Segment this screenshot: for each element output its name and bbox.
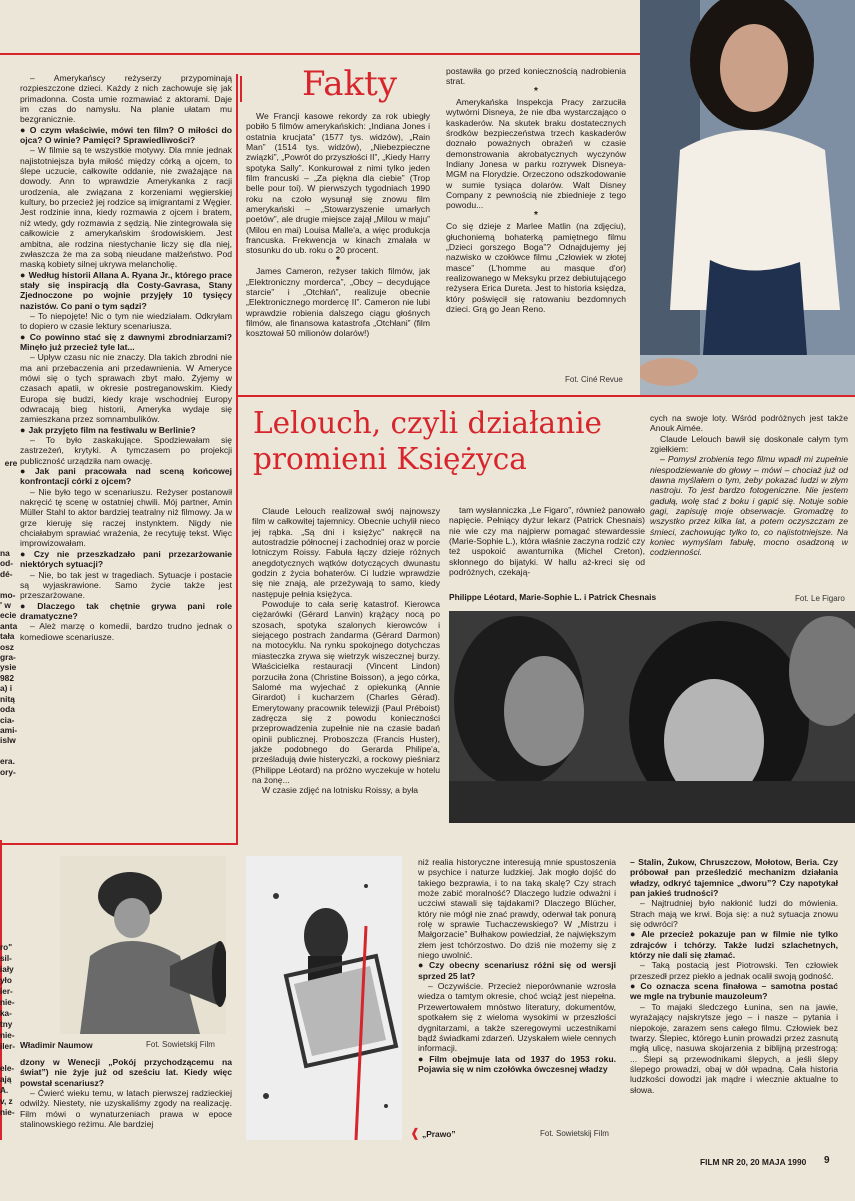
left-edge-top (0, 448, 17, 469)
lelouch-title-line1: Lelouch, czyli działanie (253, 406, 602, 440)
left-edge-fragment: 982 (0, 672, 14, 683)
paragraph-text: We Francji kasowe rekordy za rok ubiegły pobiło 5 filmów amerykańskich: „Indiana Jones i ostatnia krucjata” (1577 tys. widzów), „Rain Man” (1514 tys. widzów), „Niebezpieczne związki”, „Powrót do przyszłości II”, „Kiedy Harry spotyka Sally”. Konkurował z nimi tylko jeden film francuski – „Za piękna dla ciebie” (Trop belle pour toi). W pierwszych tygodniach 1990 roku na czoło wysunął się znowu film amerykański – „Stowarzyszenie umarłych poetów”, ale drugie miejsce zajął „Milou w maju” (Milou en mai) Louisa Malle'a, a więc produkcja francuska. Frekwencja w kinach zmalała w stosunku do ub. roku o 20 procent. (246, 111, 430, 256)
paragraph-text: dzony w Wenecji „Pokój przychodzącemu na świat”) nie żyje już od sześciu lat. Kiedy więc powstał scenariusz? (20, 1057, 232, 1088)
paragraph: Claude Lelouch realizował swój najnowszy film w całkowitej tajemnicy. Obecnie uchylił nieco jej rąbka. „Są dni i księżyc” nakręcił na autostradzie północnej i zachodniej oraz w porcie lotniczym Roissy. Fabuła łączy dzieje różnych anegdotycznych wątków dotyczących dwunastu godzin z życia bohaterów. Ci ludzie wprawdzie się nie znają, ale przeżywają to samo, kiedy następuje pełnia księżyca. (252, 506, 440, 599)
paragraph (446, 97, 626, 211)
left-edge-fragment: nie- (0, 1031, 15, 1040)
paragraph-text: Jak przyjęto film na festiwalu w Berlinie? (28, 424, 196, 435)
left-edge-fragment: nie- (0, 1108, 15, 1117)
paragraph (20, 487, 232, 549)
lelouch-top-rule (236, 395, 855, 397)
lelouch-photo-credit: Fot. Le Figaro (795, 594, 845, 603)
lelouch-photo (449, 611, 855, 823)
left-edge-text: ere (4, 458, 18, 469)
bullet-icon: ● (630, 929, 639, 940)
top-rule (0, 53, 640, 55)
bullet-icon: ● (20, 424, 26, 435)
bullet-icon: ● (630, 981, 638, 992)
paragraph-text: – Nie było tego w scenariuszu. Reżyser postanowił nakręcić tę scenę w ostatniej chwili. Mój partner, Amin Müller Stahl to aktor bardziej teatralny niż filmowy. Ja w grze kieruję się raczej instynktem. Nigdy nie chciałabym sprawiać wrażenia, że recytuję tekst. Więc improwizowałam. (20, 486, 232, 549)
prawo-credit: Fot. Sowietskij Film (540, 1129, 609, 1138)
paragraph-text: – To majaki śledczego Łunina, sen na jawie, wyrażający najskrytsze jego – i nasze – pytania i niepokoje, zarazem sens całego filmu. Człowiek bez twarzy. Ślepiec, którego Łunin prowadzi przez zasnutą mgłą ulicę, nasuwa skojarzenia z biblijną przestrogą: ... Ślepi są przewodnikami ślepych, a jeśli ślepy ślepego prowadzi, obaj w dół wpadną. Cała historia ludzkości dowodzi jak mądre i wiecznie aktualne to słowa. (630, 1001, 838, 1095)
left-edge-fragment: tała (0, 631, 15, 642)
paragraph (446, 221, 626, 314)
left-edge-fragment: od- (0, 558, 14, 569)
paragraph-text: Film obejmuje lata od 1937 do 1953 roku. Pojawia się w nim czołówka ówczesnej władzy (418, 1053, 616, 1074)
bullet-icon: ● (20, 269, 26, 280)
paragraph (446, 66, 626, 87)
interview-question (20, 549, 232, 570)
interview-question (20, 1057, 232, 1088)
left-edge-fragment: A. (0, 1086, 9, 1095)
left-edge-fragment: anta (0, 620, 18, 631)
lelouch-column-2 (449, 505, 645, 590)
paragraph (20, 570, 232, 601)
lelouch-column-3 (650, 413, 848, 583)
paragraph-text: – Ależ marzę o komedii, bardzo trudno jednak o komediowe scenariusze. (20, 621, 232, 642)
left-edge-fragment: sil- (0, 954, 12, 963)
paragraph (650, 434, 848, 455)
left-edge-bottom (0, 942, 15, 1118)
paragraph-text: – To niepojęte! Nic o tym nie wiedziałam. Odkryłam to dopiero w czasie lektury scenariusza. (20, 310, 232, 332)
section-star-separator: * (534, 85, 538, 97)
paragraph-text: Jak pani pracowała nad sceną końcowej konfrontacji córki z ojcem? (20, 466, 232, 487)
page-number: 9 (824, 1155, 830, 1166)
paragraph (246, 266, 430, 338)
section-star-separator: * (534, 209, 538, 221)
paragraph-text: – Oczywiście. Przecież nieporównanie wzrosła wiedza o tamtym okresie, choć wciąż jest niepełna. Przewertowałem mnóstwo literatury, dokumentów, spotkałem się z wieloma wysokimi w przeszłości dygnitarzami, a także szeregowymi uczestnikami bądź świadkami zdarzeń. Uzyskałem wiele cennych informacji. (418, 981, 616, 1054)
paragraph-text: James Cameron, reżyser takich filmów, jak „Elektroniczny morderca”, „Obcy – decydujące starcie” i „Otchłań”, realizuje obecnie „Elektronicznego mordercę II”. Cameron nie lubi wprawdzie robienia dalszego ciągu głośnych filmów, ale finansowa katastrofa „Otchłani” (film kosztował 50 milionów dolarów!) (246, 266, 430, 339)
paragraph (650, 454, 848, 557)
fakty-arrow-line (240, 76, 242, 102)
bullet-icon: ● (418, 960, 427, 971)
left-edge-fragment: iler- (0, 1042, 16, 1051)
interview-question (20, 125, 232, 146)
left-edge-fragment: iały (0, 965, 14, 974)
lelouch-title-line2: promieni Księżyca (253, 442, 527, 476)
paragraph (20, 145, 232, 269)
interview-right-rule (236, 74, 238, 844)
paragraph (418, 857, 616, 960)
paragraph (20, 435, 232, 466)
left-edge-fragment: oda (0, 704, 15, 715)
interview-column (20, 73, 232, 841)
paragraph-text: Co się dzieje z Marlee Matlin (na zdjęciu), głuchoniemą bohaterką pamiętnego filmu „Dzieci gorszego Boga”? Odnajdujemy jej nazwisko w czołówce filmu „Człowiek w złotej masce” (L'homme au masque d'or) realizowanego w Meksyku przez debiutującego reżysera Erica Dureta. Jest to historia księdza, który poświęcił się ratowaniu bezdomnych dzieci. Grą go Jean Reno. (446, 221, 626, 314)
bullet-icon: ● (20, 548, 31, 559)
bottom-column-3 (630, 857, 838, 1149)
left-edge-fragment: ' w (0, 600, 11, 611)
left-edge-fragment: ysie (0, 662, 17, 673)
paragraph (20, 1088, 232, 1129)
left-edge-fragment: ecie (0, 610, 17, 621)
paragraph (630, 1002, 838, 1095)
left-edge-fragment: ami- (0, 724, 18, 735)
paragraph (630, 898, 838, 929)
paragraph-text: cych na swoje loty. Wśród podróżnych jest także Anouk Aimée. (650, 413, 848, 434)
fakty-column-1 (246, 111, 430, 394)
interview-question (20, 270, 232, 311)
left-edge-fragment: yło (0, 976, 12, 985)
interview-question (20, 601, 232, 622)
marlee-matlin-image (640, 0, 855, 395)
bullet-icon: ● (20, 124, 27, 135)
paragraph (20, 311, 232, 332)
left-edge-fragment: ory- (0, 766, 16, 777)
paragraph (650, 413, 848, 434)
paragraph (20, 352, 232, 424)
marlee-matlin-photo (640, 0, 855, 395)
paragraph (246, 111, 430, 256)
footer-issue: FILM NR 20, 20 MAJA 1990 (700, 1157, 807, 1167)
paragraph (418, 981, 616, 1053)
prawo-arrow: ❰ (410, 1126, 421, 1140)
paragraph-text: Co powinno stać się z dawnymi zbrodniarzami? Minęło już przecież tyle lat... (20, 331, 232, 352)
left-edge-fragment: dé- (0, 568, 13, 579)
bottom-column-1 (20, 1057, 232, 1147)
left-edge-fragment: mo- (0, 589, 16, 600)
naumow-image (60, 856, 226, 1034)
fakty-title: Fakty (302, 64, 398, 104)
paragraph-text: Claude Lelouch bawił się doskonale całym tym zgiełkiem: (650, 433, 848, 455)
left-edge-fragment (0, 1052, 15, 1063)
left-edge-fragment: nie- (0, 998, 15, 1007)
left-edge-fragment: ro" (0, 943, 13, 952)
naumow-credit: Fot. Sowietskij Film (146, 1040, 215, 1049)
left-edge-fragment: a) i (0, 683, 13, 694)
paragraph-text: O czym właściwie, mówi ten film? O miłości do ojca? O winie? Pamięci? Sprawiedliwości? (20, 124, 232, 146)
paragraph-text: – Pomysł zrobienia tego filmu wpadł mi zupełnie niespodziewanie do głowy – mówi – chociaż już od dawna myślałem o tym, żeby pokazać ludzi w złym nastroju. To jest bardzo fotogeniczne. Nie jestem gadułą, wolę stać z boku i gapić się. Notuje sobie gagi, zapisuję moje obserwacje. Gromadzę to wszystko przez kilka lat, a potem oczyszczam ze śmieci, zachowując tylko to, co najistotniejsze. Na koniec wymyślam fabułę, mocno osadzoną w codzienności. (650, 454, 848, 558)
paragraph-text: Amerykańska Inspekcja Pracy zarzuciła wytwórni Disneya, że nie dba wystarczająco o kaskaderów. Na skutek braku dostatecznych środków bezpieczeństwa trzech kaskaderów doznało poważnych obrażeń w czasie demonstrowania akrobatycznych wyczynów Indiany Jonesa w parku rozrywek Disneya-MGM na Florydzie. Orzeczono odszkodowanie w sumie tysiąca dolarów. Walt Disney Company z pewnością nie zbiednieje z tego powodu... (446, 97, 626, 211)
paragraph-text: Czy nie przeszkadzało pani przezarżowanie niektórych sytuacji? (20, 548, 232, 570)
section-star-separator: * (336, 254, 340, 266)
paragraph-text: – Amerykańscy reżyserzy przypominają rozpieszczone dzieci. Każdy z nich zachowuje się jak primadonna. Costa umie rozmawiać z aktorami. Daje im czas do namysłu. Na planie ułatam mu bezgranicznie. (20, 73, 232, 125)
left-edge-fragment: nitą (0, 693, 15, 704)
left-edge-fragment: cia- (0, 714, 15, 725)
paragraph-text: – Nie, bo tak jest w tragediach. Sytuacje i postacie są wyjaskrawione. Samo życie także jest przeszarżowane. (20, 569, 232, 601)
left-edge-fragment: na (0, 548, 10, 558)
paragraph-text: – Stalin, Żukow, Chruszczow, Mołotow, Beria. Czy próbował pan prześledzić mechanizm działania władzy, odkryć tajemnice „dworu”? Czy napotykał pan jakieś trudności? (630, 857, 838, 899)
paragraph-text: – Ćwierć wieku temu, w latach pierwszej radzieckiej odwilży. Niestety, nie uzyskaliśmy zgody na realizację. Film mówi o wynaturzeniach prawa w epoce stalinowskiego reżimu. Ale bardziej (20, 1088, 232, 1130)
paragraph-text: – Najtrudniej było nakłonić ludzi do mówienia. Strach mają we krwi. Boja się: a nuż sytuacja znowu się odwróci? (630, 898, 838, 930)
naumow-caption: Władimir Naumow (20, 1040, 93, 1050)
fakty-column-2 (446, 66, 626, 366)
paragraph-text: – To było zaskakujące. Spodziewałam się zastrzeżeń, krytyki. A tymczasem po projekcji publiczność urządziła nam owację. (20, 435, 232, 466)
interview-question (20, 332, 232, 353)
prawo-photo (246, 856, 402, 1140)
paragraph-text: Według historii Allana A. Ryana Jr., którego prace stały się inspiracją dla Costy-Gavrasa, Stany Zjednoczone po wojnie przyjęły 10 tysięcy nazistów. Co pani o tym sądzi? (20, 269, 232, 311)
bullet-icon: ● (20, 600, 35, 611)
left-edge-fragment: ele- (0, 1064, 15, 1073)
lelouch-photo-caption: Philippe Léotard, Marie-Sophie L. i Patrick Chesnais (449, 592, 657, 602)
interview-question (20, 466, 232, 487)
left-edge-fragment: tny (0, 1020, 13, 1029)
paragraph (20, 73, 232, 125)
left-edge-fragment: ka- (0, 1009, 12, 1018)
left-edge-fragment: ają (0, 1075, 12, 1084)
interview-question (630, 857, 838, 898)
interview-question (418, 1054, 616, 1075)
fakty-photo-credit: Fot. Ciné Revue (565, 375, 623, 384)
bottom-column-2 (418, 857, 616, 1119)
interview-bottom-rule (0, 843, 238, 845)
paragraph-text: Co oznacza scena finałowa – samotna postać we mgle na trybunie mauzoleum? (630, 981, 838, 1002)
bullet-icon: ● (20, 466, 32, 477)
interview-question (20, 425, 232, 435)
paragraph (630, 960, 838, 981)
paragraph-text: niż realia historyczne interesują mnie spustoszenia w psychice i naturze ludzkiej. Jak mogło dojść do takiego bezprawia, i to na taką skalę? Czy strach może zabić moralność? Dlaczego ludzie odważni i uczciwi stawali się tajdakami? Dlaczego Blücher, który nie mógł nie znać prawdy, oderwał tak ponurą rolę w sprawie Tuchaczewskiego? W „Mistrzu i Małgorzacie” Bułhakow powiedział, że największym złem jest tchórzostwo. Do dziś nie możemy się z niego uwolnić. (418, 857, 616, 961)
paragraph-text: – Upływ czasu nic nie znaczy. Dla takich zbrodni nie ma ani przebaczenia ani przedawnienia. W Ameryce mówi się o tych sprawach zbyt mało. Żyjemy w czasach apatii, w okresie postreganowskim. Kiedy Europa się budzi, kiedy kraje wschodniej Europy odwracają bieg historii, Ameryka wydaje się zamieszkana przez somnambulików. (20, 352, 232, 425)
left-edge-fragment: ier- (0, 987, 13, 996)
left-edge-fragment: v, z (0, 1097, 13, 1106)
left-edge-mid (0, 548, 17, 777)
left-edge-fragment (0, 579, 17, 589)
paragraph-text: – W filmie są te wszystkie motywy. Dla mnie jednak najistotniejsza była miłość między córką a ojcem, to ślepe uczucie, całkowite oddanie, nie zważające na dowody. Ann to wprawdzie Amerykanka z racji urodzenia, ale związana z korzeniami węgierskiej kultury, bo przecież jej rodzice są imigrantami z Węgier. Jest rodzinie inna, kiedy rozmawia z ojcem i bratem, niż wtedy, gdy rozmawia z sędzią. Nie zintegrowała się całkowicie z amerykańskim środowiskiem. Jest ambitna, ale rodzina niestychanie liczy się dla niej, zwłaszcza że ma za sobą nieudane małżeństwo. Pod maską kobiety silnej ukrywa melancholię. (20, 145, 232, 270)
paragraph: Powoduje to cała serię katastrof. Kierowca ciężarówki (Gérard Lanvin) krążący nocą po szosach, spotyka szalonych kierowców i siejącego postrach żandarma (Gérard Darmon) na motocyklu. Na rynku spokojnego dotychczas miasteczka zrywa się wietrzyk wiszecznej burzy. Właścicielka restauracji (Vincent Lindon) porzuciła żona (Christine Boisson), a jego córka, Salomé ma wyjechać z opiekunką (Annie Girardot) i kucharzem (Charles Gérad). Emerytowany pracownik telewizji (Paul Préboist) zadręcza się z powodu konieczności przeprowadzenia zupełnie nie na czasie badań opinii publicznej. Proboszcza (Francis Huster), jakże podobnego do Gerarda Philipe'a, prześladują dwie histeryczki, a rockowy pieśniarz (Philippe Léotard) na próżno wyczekuje w hotelu na żonę... (252, 599, 440, 785)
bullet-icon: ● (418, 1053, 427, 1064)
lelouch-film-still (449, 611, 855, 823)
left-edge-fragment (0, 746, 17, 756)
paragraph-text: – Taką postacią jest Piotrowski. Ten człowiek przeszedł przez piekło a jednak ocalił swoją godność. (630, 960, 838, 981)
paragraph-text: Ale przecież pokazuje pan w filmie nie tylko zdrajców i tchórzy. Także ludzi szlachetnych, którzy nie dali się złamać. (630, 929, 838, 961)
paragraph: W czasie zdjęć na lotnisku Roissy, a była (262, 785, 419, 796)
interview-question (630, 929, 838, 960)
paragraph-text: postawiła go przed koniecznością nadrobienia strat. (446, 66, 626, 87)
interview-question (418, 960, 616, 981)
paragraph: tam wysłanniczka „Le Figaro”, również panowało napięcie. Pełniący dyżur lekarz (Patrick Chesnais) nie wie czy ma najpierw pomagać stewardessie (Marie-Sophie L.), która właśnie zaczyna rodzić czy też uspokoić awanturnika (Michel Creton), skłonnego do bijatyki. W hallu aż-kreci się od podróżnych, czekają- (449, 505, 645, 578)
naumow-photo (60, 856, 226, 1034)
left-edge-fragment: osz (0, 641, 14, 652)
interview-question (630, 981, 838, 1002)
prawo-caption: „Prawo” (422, 1129, 456, 1139)
lelouch-column-1 (252, 506, 440, 836)
paragraph-text: Czy obecny scenariusz różni się od wersji sprzed 25 lat? (418, 960, 616, 981)
left-edge-fragment: era. (0, 756, 15, 767)
left-edge-fragment: islw (0, 735, 16, 746)
paragraph (20, 621, 232, 642)
bullet-icon: ● (20, 331, 27, 342)
prawo-image (246, 856, 402, 1140)
paragraph-text: Dlaczego tak chętnie grywa pani role dramatyczne? (20, 600, 232, 621)
left-edge-fragment: gra- (0, 652, 16, 663)
